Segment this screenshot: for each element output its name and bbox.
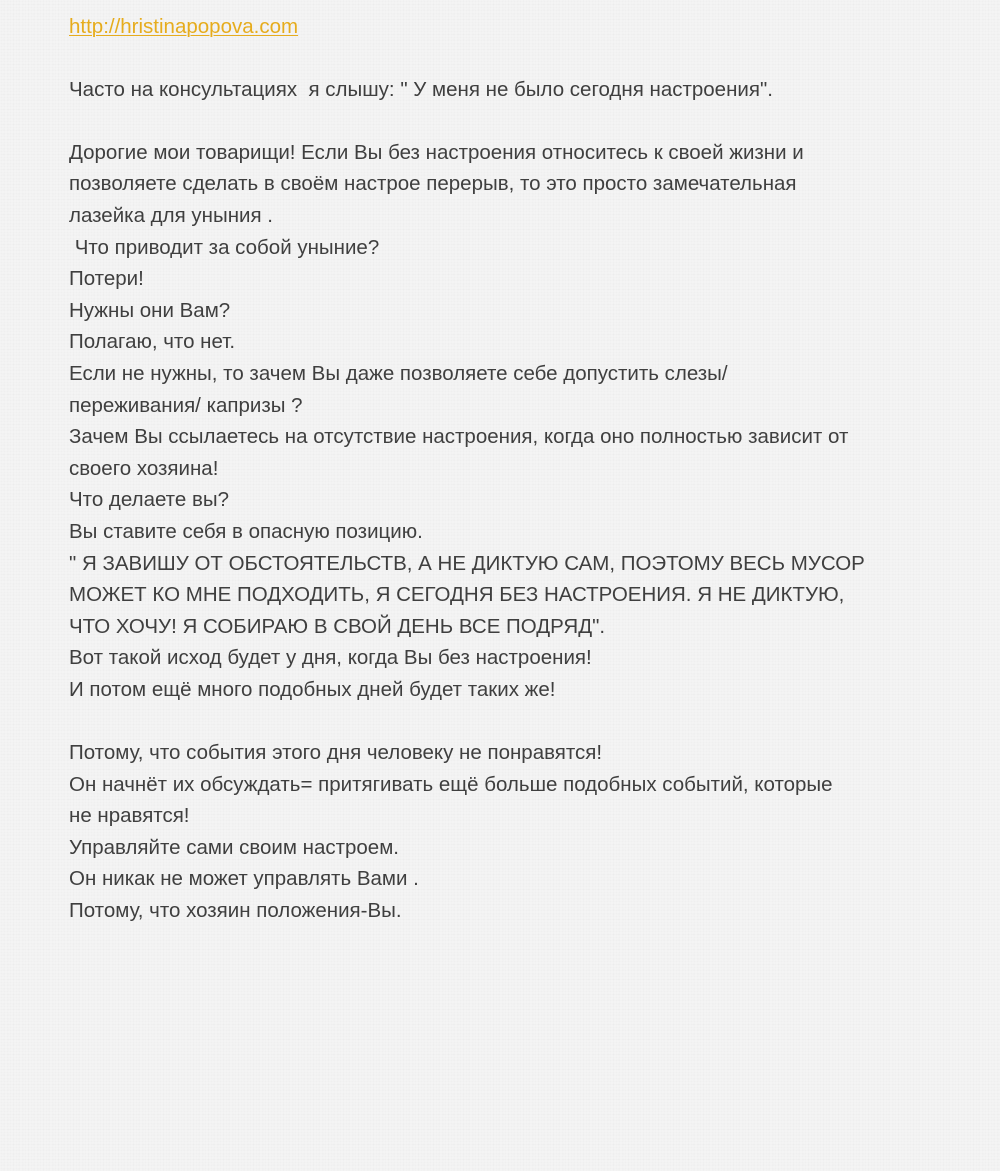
text-line: Он никак не может управлять Вами . [69, 867, 419, 891]
text-line: Полагаю, что нет. [69, 330, 236, 354]
text-line: Вы ставите себя в опасную позицию. [69, 519, 423, 543]
text-line: Зачем Вы ссылаетесь на отсутствие настроения, когда оно полностью зависит от [69, 425, 849, 449]
text-line: Он начнёт их обсуждать= притягивать ещё больше подобных событий, которые [69, 772, 833, 796]
website-link[interactable]: http://hristinapopova.com [69, 15, 299, 38]
text-line: позволяете сделать в своём настрое перерыв, то это просто замечательная [69, 172, 797, 196]
text-line: Потому, что хозяин положения-Вы. [69, 899, 402, 923]
link-line [69, 11, 949, 42]
text-line: Потери! [69, 267, 144, 291]
text-line: своего хозяина! [69, 456, 219, 480]
text-line: И потом ещё много подобных дней будет таких же! [69, 677, 556, 701]
text-line [69, 705, 949, 737]
text-line: Нужны они Вам? [69, 298, 231, 322]
text-line: переживания/ капризы ? [69, 393, 303, 417]
text-line [69, 105, 949, 137]
text-line: МОЖЕТ КО МНЕ ПОДХОДИТЬ, Я СЕГОДНЯ БЕЗ НАСТРОЕНИЯ. Я НЕ ДИКТУЮ, [69, 583, 845, 607]
text-line: не нравятся! [69, 804, 190, 828]
text-line: ЧТО ХОЧУ! Я СОБИРАЮ В СВОЙ ДЕНЬ ВСЕ ПОДРЯД". [69, 614, 606, 638]
text-line: лазейка для уныния . [69, 203, 273, 227]
text-line [69, 42, 949, 74]
text-line: " Я ЗАВИШУ ОТ ОБСТОЯТЕЛЬСТВ, А НЕ ДИКТУЮ САМ, ПОЭТОМУ ВЕСЬ МУСОР [69, 551, 865, 575]
text-line: Управляйте сами своим настроем. [69, 835, 399, 859]
note-text [69, 42, 949, 927]
text-line: Что приводит за собой уныние? [69, 235, 380, 259]
text-line: Вот такой исход будет у дня, когда Вы без настроения! [69, 646, 592, 670]
text-line: Потому, что события этого дня человеку не понравятся! [69, 741, 603, 765]
text-line: Если не нужны, то зачем Вы даже позволяете себе допустить слезы/ [69, 361, 728, 385]
text-line: Часто на консультациях я слышу: " У меня не было сегодня настроения". [69, 77, 773, 101]
note-body [69, 11, 949, 927]
text-line: Дорогие мои товарищи! Если Вы без настроения относитесь к своей жизни и [69, 140, 804, 164]
text-line: Что делаете вы? [69, 488, 229, 512]
